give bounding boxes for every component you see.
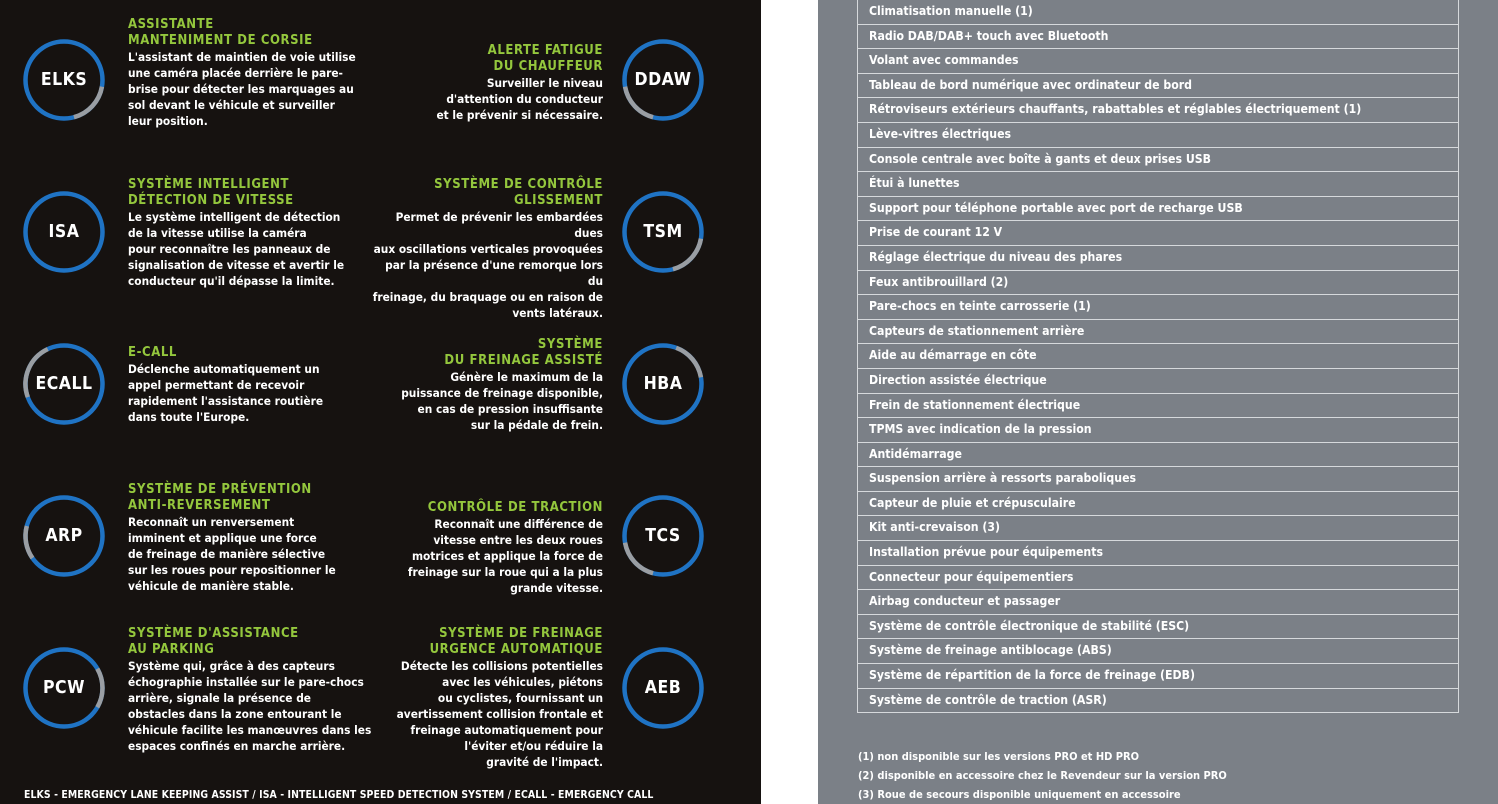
feature-title: CONTRÔLE DE TRACTION	[427, 500, 603, 515]
feature-text	[372, 500, 603, 596]
footnote: (2) disponible en accessoire chez le Revendeur sur la version PRO	[858, 769, 1227, 782]
footnotes	[858, 747, 1227, 804]
feature-title: SYSTÈME DE CONTRÔLE GLISSEMENT	[434, 177, 603, 208]
table-row: Feux antibrouillard (2)	[858, 270, 1458, 295]
table-row: Tableau de bord numérique avec ordinateur de bord	[858, 73, 1458, 98]
table-row: Airbag conducteur et passager	[858, 589, 1458, 614]
table-row: Support pour téléphone portable avec port de recharge USB	[858, 196, 1458, 221]
feature-text	[372, 626, 603, 770]
badge-abbreviation: PCW	[43, 678, 85, 698]
feature-badge-hba	[621, 342, 705, 426]
table-row: Système de contrôle électronique de stabilité (ESC)	[858, 614, 1458, 639]
table-row: Frein de stationnement électrique	[858, 393, 1458, 418]
feature-description: L'assistant de maintien de voie utilise une caméra placée derrière le pare- brise pour détecter les marquages au sol devant le véhicule et surveiller leur position.	[128, 50, 356, 128]
footnote: (3) Roue de secours disponible uniquement en accessoire	[858, 788, 1181, 801]
abbreviations-footer: ELKS - EMERGENCY LANE KEEPING ASSIST / ISA - INTELLIGENT SPEED DETECTION SYSTEM / ECALL - EMERGENCY CALL	[24, 789, 654, 801]
feature-badge-arp	[22, 494, 106, 578]
badge-abbreviation: DDAW	[634, 70, 692, 90]
feature-title: SYSTÈME DE FREINAGE URGENCE AUTOMATIQUE	[429, 626, 603, 657]
feature-text	[128, 177, 378, 289]
badge-abbreviation: AEB	[644, 678, 682, 698]
table-row: Système de répartition de la force de freinage (EDB)	[858, 663, 1458, 688]
feature-text	[128, 345, 378, 425]
badge-abbreviation: HBA	[643, 374, 683, 394]
table-row: Capteur de pluie et crépusculaire	[858, 491, 1458, 516]
feature-title: SYSTÈME D'ASSISTANCE AU PARKING	[128, 626, 299, 657]
table-row: Rétroviseurs extérieurs chauffants, rabattables et réglables électriquement (1)	[858, 97, 1458, 122]
table-row: Installation prévue pour équipements	[858, 540, 1458, 565]
feature-title: E-CALL	[128, 345, 177, 360]
feature-description: Surveiller le niveau d'attention du conducteur et le prévenir si nécessaire.	[436, 76, 603, 122]
equipment-table	[857, 0, 1459, 713]
feature-description: Système qui, grâce à des capteurs échographie installée sur le pare-chocs arrière, signale la présence de obstacles dans la zone entourant le véhicule facilite les manœuvres dans les espaces confinés en marche arrière.	[128, 659, 372, 753]
feature-description: Reconnaît une différence de vitesse entre les deux roues motrices et applique la force de freinage sur la roue qui a la plus grande vitesse.	[407, 517, 603, 595]
table-row: Console centrale avec boîte à gants et deux prises USB	[858, 147, 1458, 172]
table-row: TPMS avec indication de la pression	[858, 417, 1458, 442]
badge-abbreviation: TCS	[645, 526, 681, 546]
table-row: Kit anti-crevaison (3)	[858, 515, 1458, 540]
table-row: Suspension arrière à ressorts paraboliques	[858, 466, 1458, 491]
table-row: Système de freinage antiblocage (ABS)	[858, 638, 1458, 663]
table-row: Capteurs de stationnement arrière	[858, 319, 1458, 344]
feature-badge-tsm	[621, 190, 705, 274]
feature-title: SYSTÈME INTELLIGENT DÉTECTION DE VITESSE	[128, 177, 294, 208]
table-row: Prise de courant 12 V	[858, 220, 1458, 245]
table-row: Aide au démarrage en côte	[858, 343, 1458, 368]
badge-abbreviation: ARP	[45, 526, 83, 546]
table-row: Connecteur pour équipementiers	[858, 565, 1458, 590]
table-row: Système de contrôle de traction (ASR)	[858, 688, 1458, 713]
feature-badge-tcs	[621, 494, 705, 578]
table-row: Antidémarrage	[858, 442, 1458, 467]
feature-title: ASSISTANTE MANTENIMENT DE CORSIE	[128, 17, 313, 48]
feature-badge-aeb	[621, 646, 705, 730]
feature-description: Reconnaît un renversement imminent et applique une force de freinage de manière sélective sur les roues pour repositionner le véhicule de manière stable.	[128, 515, 336, 593]
table-row: Climatisation manuelle (1)	[869, 4, 1033, 18]
badge-abbreviation: ECALL	[35, 374, 93, 394]
table-row: Direction assistée électrique	[858, 368, 1458, 393]
feature-text	[372, 337, 603, 433]
table-row: Radio DAB/DAB+ touch avec Bluetooth	[858, 24, 1458, 49]
right-page-equipment	[818, 0, 1498, 804]
feature-description: Permet de prévenir les embardées dues aux oscillations verticales provoquées par la présence d'une remorque lors du freinage, du braquage ou en raison de vents latéraux.	[372, 210, 603, 320]
feature-text	[372, 177, 603, 321]
badge-abbreviation: ISA	[48, 222, 80, 242]
badge-abbreviation: TSM	[643, 222, 683, 242]
footnote: (1) non disponible sur les versions PRO et HD PRO	[858, 750, 1140, 763]
feature-description: Le système intelligent de détection de la vitesse utilise la caméra pour reconnaître les panneaux de signalisation de vitesse et avertir le conducteur qu'il dépasse la limite.	[128, 210, 345, 288]
badge-abbreviation: ELKS	[40, 70, 88, 90]
table-row: Étui à lunettes	[858, 171, 1458, 196]
feature-text	[128, 482, 378, 594]
feature-text	[128, 626, 378, 754]
feature-badge-isa	[22, 190, 106, 274]
feature-title: SYSTÈME DU FREINAGE ASSISTÉ	[444, 337, 603, 368]
table-row: Volant avec commandes	[858, 48, 1458, 73]
feature-badge-pcw	[22, 646, 106, 730]
table-row: Pare-chocs en teinte carrosserie (1)	[858, 294, 1458, 319]
feature-description: Déclenche automatiquement un appel permettant de recevoir rapidement l'assistance routière dans toute l'Europe.	[128, 362, 324, 424]
feature-badge-ecall	[22, 342, 106, 426]
feature-description: Détecte les collisions potentielles avec les véhicules, piétons ou cyclistes, fournissant un avertissement collision frontale et freinage automatiquement pour l'éviter et/ou réduire la gravité de l'impact.	[396, 659, 603, 769]
feature-description: Génère le maximum de la puissance de freinage disponible, en cas de pression insuffisante sur la pédale de frein.	[401, 370, 603, 432]
feature-title: ALERTE FATIGUE DU CHAUFFEUR	[487, 43, 603, 74]
feature-title: SYSTÈME DE PRÉVENTION ANTI-REVERSEMENT	[128, 482, 312, 513]
table-row: Réglage électrique du niveau des phares	[858, 245, 1458, 270]
table-row: Lève-vitres électriques	[858, 122, 1458, 147]
